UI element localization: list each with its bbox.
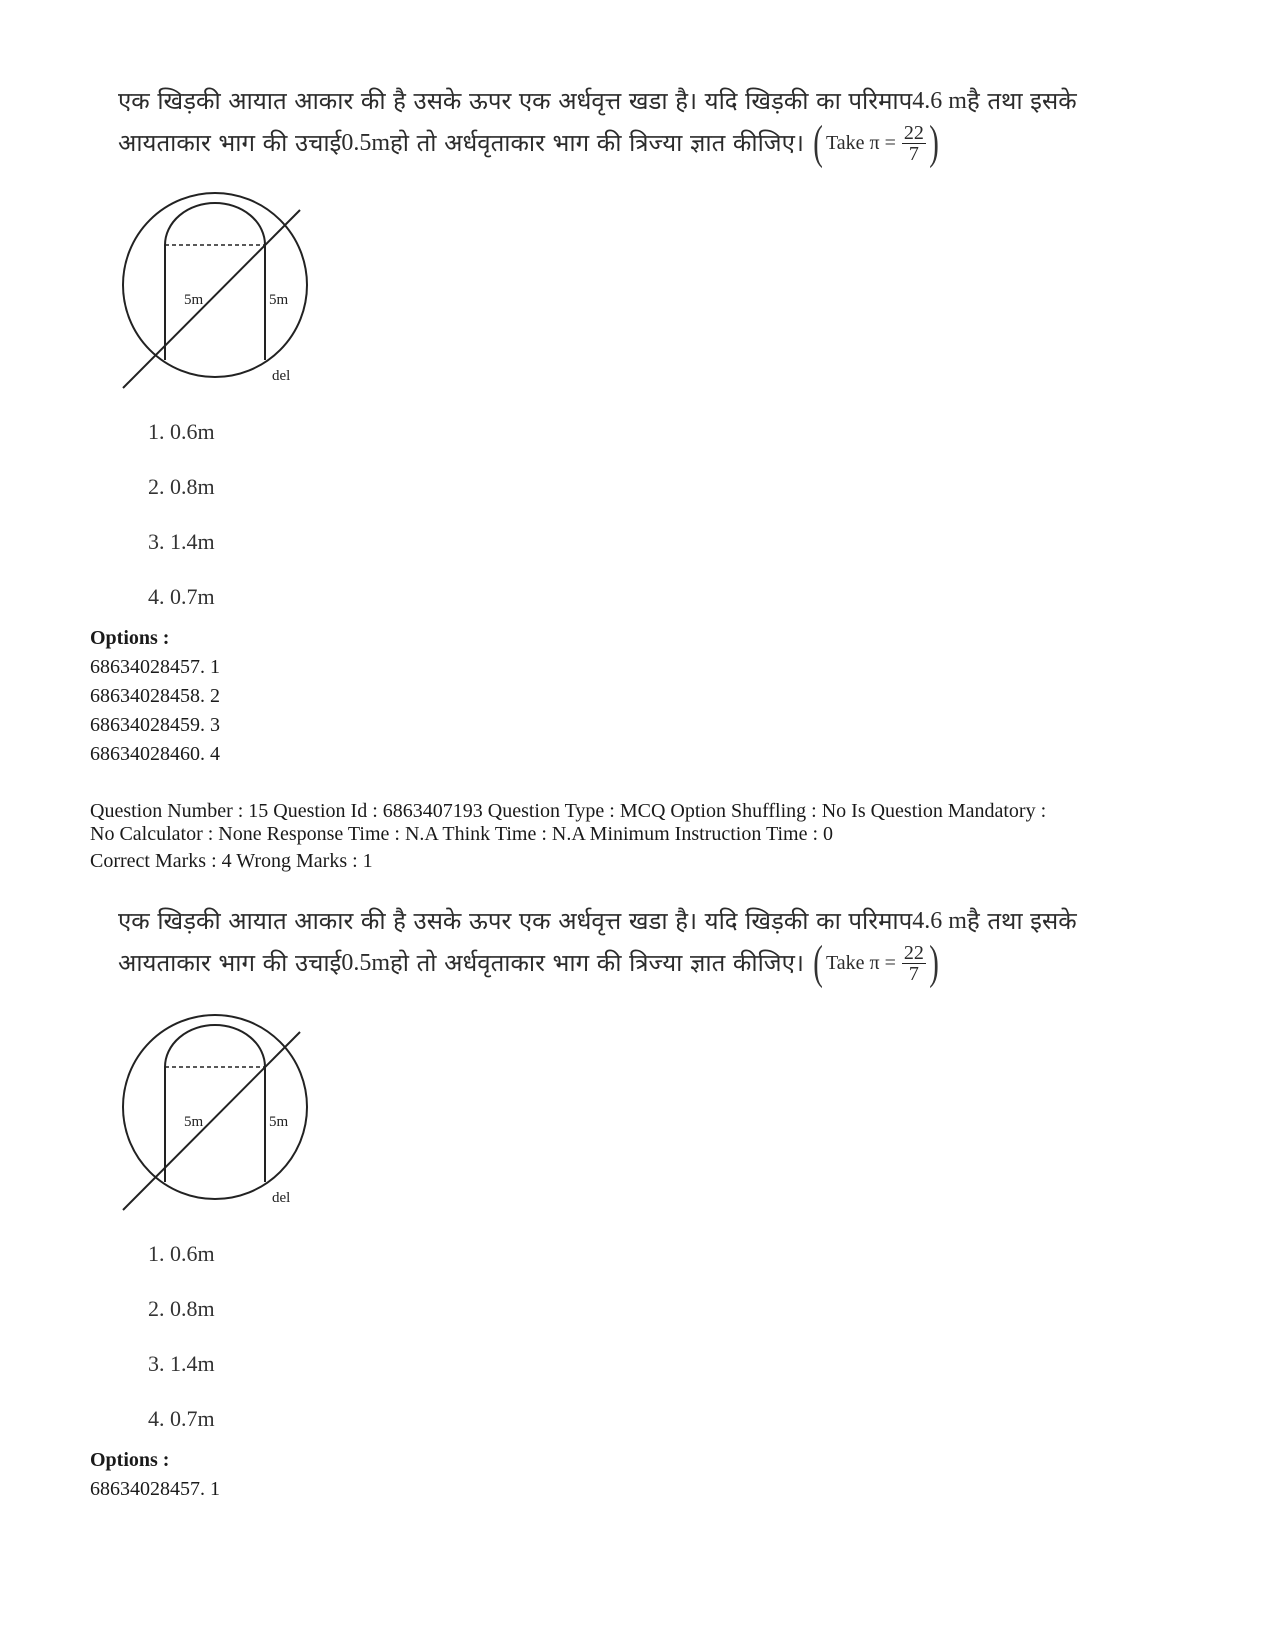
option-id: 68634028457. 1 — [90, 1478, 220, 1500]
option-id: 68634028460. 4 — [90, 743, 220, 765]
choice-3: 3. 1.4m — [148, 1351, 215, 1376]
pi-label: Take π = — [825, 952, 896, 974]
question-line2-num: 0.5m — [341, 130, 391, 156]
window-figure-2 — [120, 1012, 320, 1227]
choice-1: 1. 0.6m — [148, 419, 215, 444]
fraction-numerator: 22 — [903, 941, 924, 964]
question-line2-b: हो तो अर्धवृताकार भाग की त्रिज्या ज्ञात कीजिए। — [390, 129, 804, 157]
fraction-denominator: 7 — [908, 142, 919, 165]
question-line1-a: एक खिड़की आयात आकार की है उसके ऊपर एक अर्धवृत्त खडा है। यदि खिड़की का परिमाप — [118, 907, 913, 935]
choice-3: 3. 1.4m — [148, 529, 215, 554]
option-id: 68634028458. 2 — [90, 685, 220, 707]
choice-4: 4. 0.7m — [148, 584, 215, 609]
options-list-2 — [90, 1446, 220, 1504]
question-text-2 — [118, 900, 1178, 989]
label-left: 5m — [184, 1114, 204, 1130]
option-id: 68634028459. 3 — [90, 714, 220, 736]
pi-note: ( Take π = $\frac{22}{7}$ ) — [813, 116, 939, 169]
choice-2: 2. 0.8m — [148, 474, 215, 499]
question-line2-num: 0.5m — [341, 950, 391, 976]
answer-choices-1 — [148, 419, 215, 639]
question-meta — [90, 800, 1046, 876]
options-heading: Options : — [90, 627, 170, 649]
choice-1: 1. 0.6m — [148, 1241, 215, 1266]
label-right: 5m — [269, 292, 289, 308]
label-bottom: del — [272, 1190, 291, 1206]
question-text-1 — [118, 80, 1178, 169]
label-right: 5m — [269, 1114, 289, 1130]
options-list-1 — [90, 624, 220, 769]
question-line2-a: आयताकार भाग की उचाई — [118, 949, 342, 977]
question-line1-num: 4.6 m — [912, 88, 967, 114]
option-id: 68634028457. 1 — [90, 656, 220, 678]
answer-choices-2 — [148, 1241, 215, 1461]
meta-line-2: No Calculator : None Response Time : N.A Think Time : N.A Minimum Instruction Time : 0 — [90, 823, 834, 845]
outer-circle — [123, 1015, 307, 1199]
meta-line-1: Question Number : 15 Question Id : 6863407193 Question Type : MCQ Option Shuffling : No Is Question Mandatory : — [90, 800, 1047, 822]
semicircle-arc — [165, 203, 265, 245]
outer-circle — [123, 193, 307, 377]
label-left: 5m — [184, 292, 204, 308]
options-heading: Options : — [90, 1449, 170, 1471]
fraction-numerator: 22 — [903, 121, 924, 144]
pi-label: Take π = — [825, 132, 896, 154]
fraction-denominator: 7 — [908, 962, 919, 985]
question-line1-a: एक खिड़की आयात आकार की है उसके ऊपर एक अर्धवृत्त खडा है। यदि खिड़की का परिमाप — [118, 87, 913, 115]
semicircle-arc — [165, 1025, 265, 1067]
question-line2-b: हो तो अर्धवृताकार भाग की त्रिज्या ज्ञात कीजिए। — [390, 949, 804, 977]
pi-fraction — [902, 123, 926, 164]
window-diagram — [120, 1012, 320, 1227]
question-line2-a: आयताकार भाग की उचाई — [118, 129, 342, 157]
meta-line-3: Correct Marks : 4 Wrong Marks : 1 — [90, 850, 373, 872]
window-diagram — [120, 190, 320, 405]
question-line1-num: 4.6 m — [912, 908, 967, 934]
choice-2: 2. 0.8m — [148, 1296, 215, 1321]
label-bottom: del — [272, 368, 291, 384]
pi-note: ( Take π = $\frac{22}{7}$ ) — [813, 936, 939, 989]
pi-fraction — [902, 943, 926, 984]
question-line1-b: है तथा इसके — [966, 87, 1077, 115]
choice-4: 4. 0.7m — [148, 1406, 215, 1431]
question-line1-b: है तथा इसके — [966, 907, 1077, 935]
window-figure-1 — [120, 190, 320, 405]
